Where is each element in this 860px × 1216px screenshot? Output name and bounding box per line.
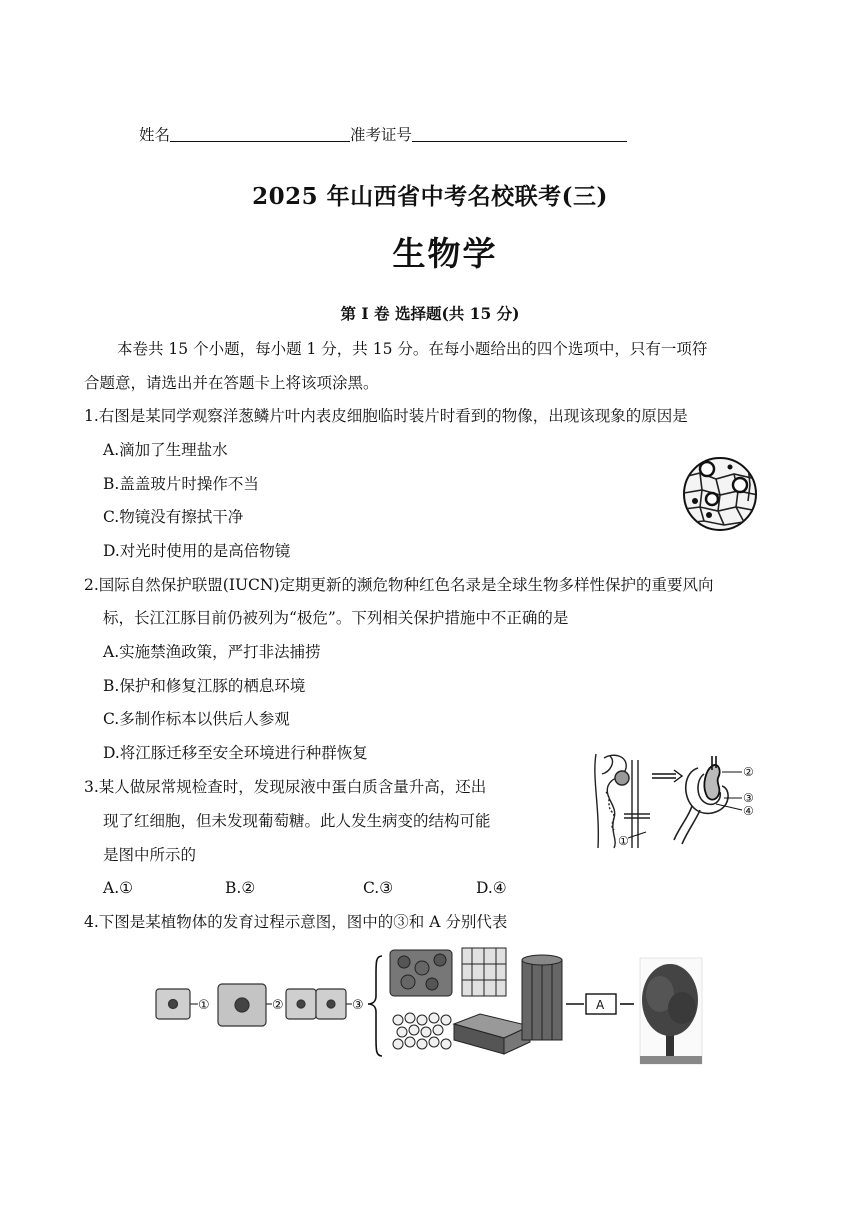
- q4-stem: 4.下图是某植物体的发育过程示意图，图中的③和 A 分别代表: [84, 913, 508, 931]
- exam-id-label: 准考证号: [350, 126, 413, 144]
- kidney-label-3: ③: [743, 791, 754, 805]
- kidney-label-2: ②: [743, 765, 754, 779]
- instructions-line-2: 合题意，请选出并在答题卡上将该项涂黑。: [84, 374, 379, 392]
- q2-stem-line-2: 标，长江江豚目前仍被列为“极危”。下列相关保护措施中不正确的是: [103, 609, 569, 627]
- kidney-label-1: ①: [618, 834, 629, 848]
- section-title: 第 I 卷 选择题(共 15 分): [340, 304, 520, 323]
- q2-option-a: A.实施禁渔政策，严打非法捕捞: [103, 643, 321, 661]
- q3-option-d: D.④: [476, 879, 507, 897]
- q3-stem-line-1: 3.某人做尿常规检查时，发现尿液中蛋白质含量升高，还出: [84, 778, 487, 796]
- q2-option-d: D.将江豚迁移至安全环境进行种群恢复: [103, 744, 368, 762]
- dev-step-2: ②: [272, 998, 284, 1013]
- instructions-line-1: 本卷共 15 个小题，每小题 1 分，共 15 分。在每小题给出的四个选项中，只有一项符: [117, 340, 708, 358]
- microscope-field-figure: [680, 455, 760, 533]
- name-label: 姓名: [139, 126, 171, 144]
- header-line: [139, 125, 627, 145]
- q2-stem-line-1: 2.国际自然保护联盟(IUCN)定期更新的濒危物种红色名录是全球生物多样性保护的重要风向: [84, 576, 714, 594]
- q1-stem: 1.右图是某同学观察洋葱鳞片叶内表皮细胞临时装片时看到的物像，出现该现象的原因是: [84, 407, 688, 425]
- dev-step-3: ③: [352, 998, 364, 1013]
- subject-title: 生物学: [392, 234, 498, 273]
- q2-option-c: C.多制作标本以供后人参观: [103, 710, 290, 728]
- exam-title: 2025 年山西省中考名校联考(三): [252, 183, 608, 210]
- q3-stem-line-3: 是图中所示的: [103, 846, 197, 864]
- q1-option-a: A.滴加了生理盐水: [103, 441, 228, 459]
- q1-option-d: D.对光时使用的是高倍物镜: [103, 542, 291, 560]
- plant-development-figure: [150, 944, 710, 1068]
- q3-option-b: B.②: [225, 879, 256, 897]
- q3-option-c: C.③: [363, 879, 394, 897]
- q1-option-b: B.盖盖玻片时操作不当: [103, 475, 259, 493]
- q1-option-c: C.物镜没有擦拭干净: [103, 508, 244, 526]
- q3-option-a: A.①: [103, 879, 134, 897]
- q3-stem-line-2: 现了红细胞，但未发现葡萄糖。此人发生病变的结构可能: [103, 812, 491, 830]
- kidney-label-4: ④: [743, 804, 754, 818]
- dev-box-a: A: [596, 998, 605, 1012]
- nephron-figure: [588, 748, 768, 854]
- name-blank: [170, 125, 350, 142]
- q2-option-b: B.保护和修复江豚的栖息环境: [103, 677, 306, 695]
- dev-step-1: ①: [198, 998, 210, 1013]
- exam-id-blank: [412, 125, 627, 142]
